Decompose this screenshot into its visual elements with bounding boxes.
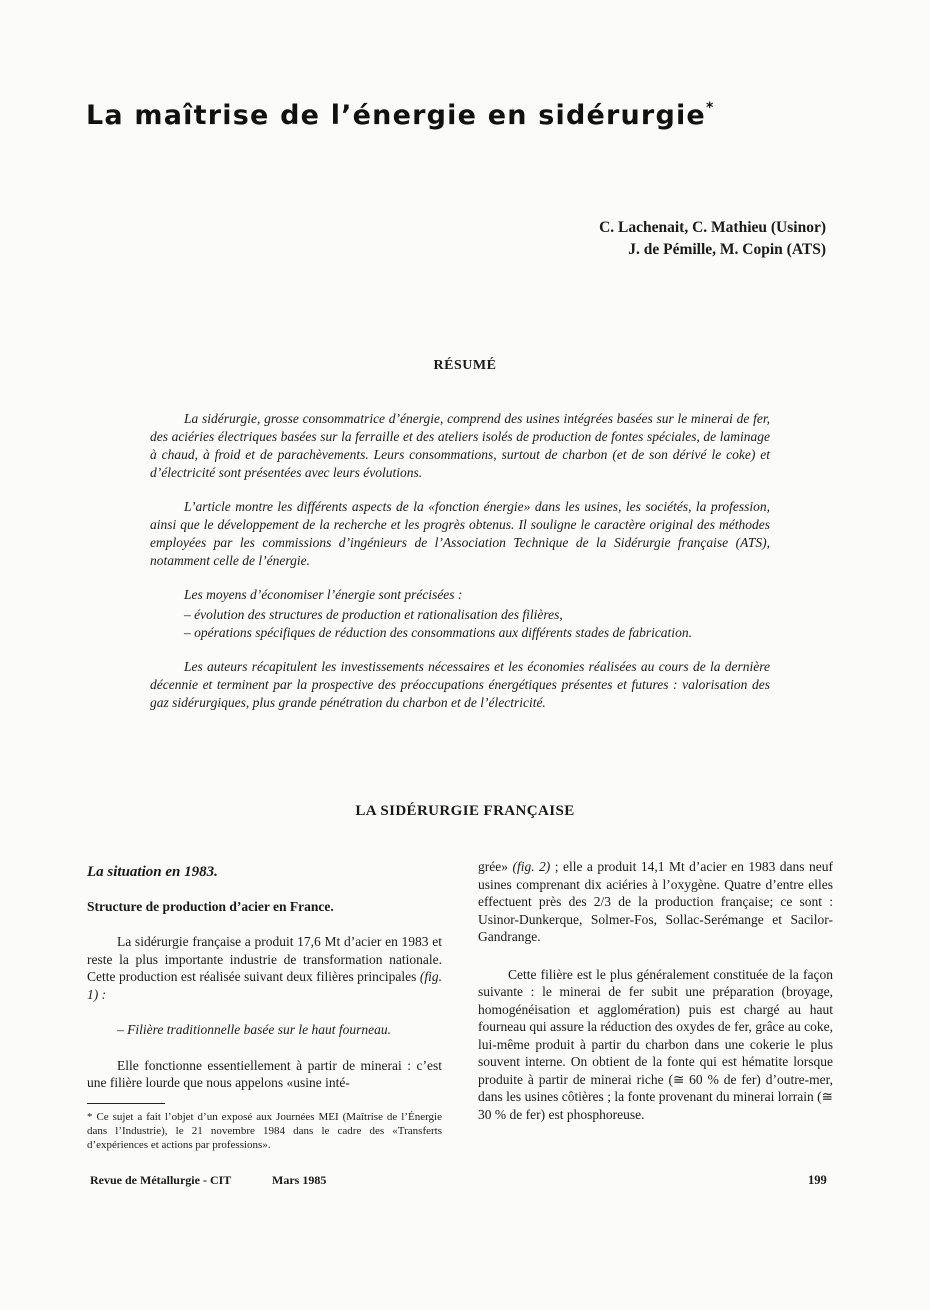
article-title [86, 100, 846, 131]
filiere-list-item: – Filière traditionnelle basée sur le haut fourneau. [117, 1022, 391, 1037]
left-paragraph-2: Elle fonctionne essentiellement à partir de minerai : c’est une filière lourde que nous appelons «usine inté- [87, 1057, 442, 1090]
footer-journal-name: Revue de Métallurgie - CIT [90, 1173, 232, 1187]
title-text: La maîtrise de l’énergie en sidérurgie [86, 100, 706, 131]
abstract-body [150, 410, 770, 728]
abstract-list-item-2: – opérations spécifiques de réduction des consommations aux différents stades de fabrication. [184, 625, 692, 640]
abstract-paragraph-1: La sidérurgie, grosse consommatrice d’énergie, comprend des usines intégrées basées sur le minerai de fer, des aciéries électriques basées sur la ferraille et des ateliers isolés de production de fontes spéciales, de laminage à chaud, à froid et de parachèvements. Leurs consommations, surtout de charbon (et de son dérivé le coke) et d’électricité sont présentées avec leurs évolutions. [150, 411, 770, 480]
abstract-paragraph-3-intro: Les moyens d’économiser l’énergie sont précisées : [184, 587, 463, 602]
section-heading: LA SIDÉRURGIE FRANÇAISE [355, 803, 575, 819]
right-paragraph-1-text: ; elle a produit 14,1 Mt d’acier en 1983 dans neuf usines comprenant dix aciéries à l’oxygène. Quatre d’entre elles effectuent près des 2/3 de la production française; ce sont : Usinor-Dunkerque, Solmer-Fos, Sollac-Serémange et Sacilor-Gandrange. [478, 859, 833, 944]
abstract-list-item-1: – évolution des structures de production et rationalisation des filières, [184, 607, 563, 622]
page-number: 199 [808, 1173, 827, 1187]
authors-line-2: J. de Pémille, M. Copin (ATS) [628, 241, 826, 258]
right-paragraph-2: Cette filière est le plus généralement constituée de la façon suivante : le minerai de fer subit une préparation (broyage, homogénéisation et agglomération) puis est chargé au haut fourneau qui assure la réduction des oxydes de fer, grâce au coke, lui-même produit à partir du charbon dans une cokerie le plus souvent interne. On obtient de la fonte qui est hématite lorsque produite à partir de minerai riche (≅ 60 % de fer) d’outre-mer, dans les usines côtières ; la fonte provenant du minerai lorrain (≅ 30 % de fer) est phosphoreuse. [478, 966, 833, 1122]
right-paragraph-1-start: grée» [478, 859, 508, 874]
left-column [87, 858, 442, 1092]
abstract-paragraph-2: L’article montre les différents aspects de la «fonction énergie» dans les usines, les sociétés, la profession, ainsi que le développement de la recherche et les progrès obtenus. Il souligne le caractère original des méthodes employées par les commissions d’ingénieurs de l’Association Technique de la Sidérurgie française (ATS), notamment celle de l’énergie. [150, 499, 770, 568]
footer-issue-date: Mars 1985 [272, 1173, 327, 1187]
figure-2-reference: (fig. 2) [512, 859, 551, 874]
left-paragraph-1 [87, 933, 442, 1003]
title-footnote-mark: * [705, 100, 715, 116]
footnote: * Ce sujet a fait l’objet d’un exposé aux Journées MEI (Maîtrise de l’Énergie dans l’Industrie), le 21 novembre 1984 dans le cadre des «Transferts d’expériences et actions par professions». [87, 1111, 442, 1151]
abstract-heading: RÉSUMÉ [433, 358, 497, 373]
authors-block [466, 217, 826, 261]
left-paragraph-1-text: La sidérurgie française a produit 17,6 Mt d’acier en 1983 et reste la plus importante industrie de transformation nationale. Cette production est réalisée suivant deux filières principales [87, 934, 442, 984]
footnote-divider [87, 1103, 165, 1104]
structure-heading: Structure de production d’acier en France. [87, 898, 334, 914]
authors-line-1: C. Lachenait, C. Mathieu (Usinor) [599, 219, 826, 236]
figure-1-reference: (fig. 1) : [87, 969, 442, 1002]
right-column [478, 858, 833, 1123]
right-paragraph-1 [478, 858, 833, 946]
abstract-paragraph-4: Les auteurs récapitulent les investissements nécessaires et les économies réalisées au cours de la dernière décennie et terminent par la prospective des préoccupations énergétiques présentes et futures : valorisation des gaz sidérurgiques, plus grande pénétration du charbon et de l’électricité. [150, 659, 770, 710]
subsection-heading: La situation en 1983. [87, 864, 218, 880]
